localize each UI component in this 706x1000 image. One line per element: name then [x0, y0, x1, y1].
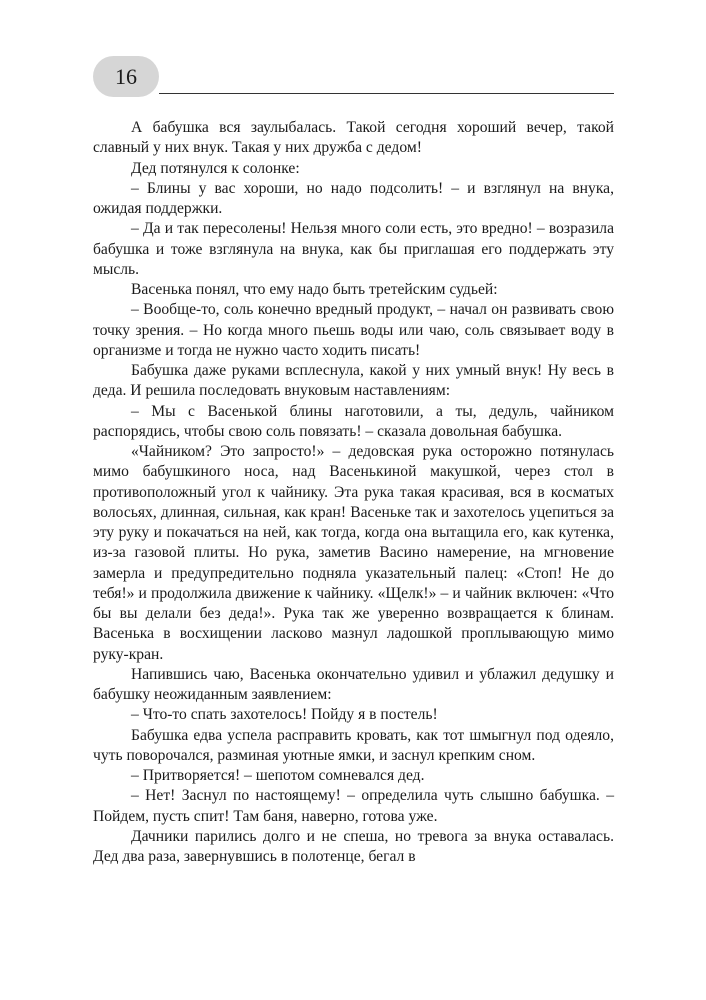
paragraph: Васенька понял, что ему надо быть третейским судьей:	[131, 281, 498, 298]
page-number: 16	[115, 63, 137, 89]
paragraph: – Вообще-то, соль конечно вредный продукт, – начал он развивать свою точку зрения. – Но когда много пьешь воды или чаю, соль связывает воду в организме и тогда не нужно часто ходить писать!	[93, 301, 614, 359]
paragraph: Дед потянулся к солонке:	[131, 159, 300, 177]
page-number-badge	[93, 56, 159, 97]
paragraph: – Мы с Васенькой блины наготовили, а ты, дедуль, чайником распорядись, чтобы свою соль повязать! – сказала довольная бабушка.	[93, 402, 614, 440]
paragraph: Бабушка едва успела расправить кровать, как тот шмыгнул под одеяло, чуть поворочался, разминая уютные ямки, и заснул крепким сном.	[93, 726, 614, 764]
paragraph: Напившись чаю, Васенька окончательно удивил и ублажил дедушку и бабушку неожиданным заявлением:	[93, 665, 614, 703]
paragraph: – Что-то спать захотелось! Пойду я в постель!	[131, 706, 438, 724]
paragraph: Дачники парились долго и не спеша, но тревога за внука оставалась. Дед два раза, завернувшись в полотенце, бегал в	[93, 827, 614, 865]
paragraph: – Блины у вас хороши, но надо подсолить! – и взглянул на внука, ожидая поддержки.	[93, 179, 614, 217]
paragraph: «Чайником? Это запросто!» – дедовская рука осторожно потянулась мимо бабушкиного носа, над Васенькиной макушкой, через стол в противоположный угол к чайнику. Эта рука такая красивая, вся в косматых волосьях, длинная, сильная, как кран! Васеньке так и захотелось уцепиться за эту руку и покачаться на ней, как тогда, когда она вытащила его, как кутенка, из-за газовой плиты. Но рука, заметив Васино намерение, на мгновение замерла и предупредительно подняла указательный палец: «Стоп! Не до тебя!» и продолжила движение к чайнику. «Щелк!» – и чайник включен: «Что бы вы делали без деда!». Рука так же уверенно возвращается к блинам. Васенька в восхищении ласково мазнул ладошкой проплывающую мимо руку-кран.	[93, 443, 614, 663]
paragraph: А бабушка вся заулыбалась. Такой сегодня хороший вечер, такой славный у них внук. Такая у них дружба с дедом!	[93, 119, 614, 157]
paragraph: – Да и так пересолены! Нельзя много соли есть, это вредно! – возразила бабушка и тоже взглянула на внука, как бы приглашая его поддержать эту мысль.	[93, 220, 614, 278]
paragraph: – Нет! Заснул по настоящему! – определила чуть слышно бабушка. – Пойдем, пусть спит! Там баня, наверно, готова уже.	[93, 787, 614, 825]
paragraph: – Притворяется! – шепотом сомневался дед.	[131, 767, 425, 784]
page-body	[93, 118, 614, 867]
paragraph: Бабушка даже руками всплеснула, какой у них умный внук! Ну весь в деда. И решила последовать внуковым наставлениям:	[93, 362, 614, 400]
header-rule	[159, 93, 614, 94]
